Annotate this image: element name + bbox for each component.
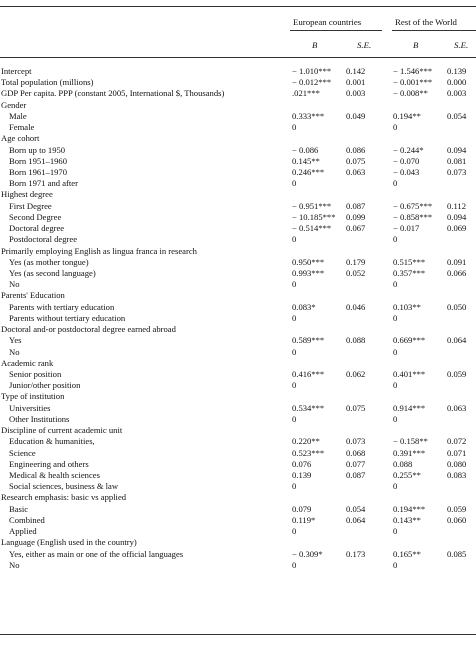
coef-european: .021*** (292, 88, 320, 99)
row-label: Other Institutions (9, 413, 70, 424)
coef-rest-of-world: 0.391*** (393, 447, 426, 458)
section-label: Highest degree (1, 189, 53, 200)
coef-rest-of-world: 0.515*** (393, 256, 426, 267)
coef-european: − 0.951*** (292, 200, 332, 211)
coef-european: − 0.309* (292, 548, 323, 559)
se-european: 0.088 (346, 335, 366, 346)
coef-rest-of-world: − 0.858*** (393, 211, 433, 222)
coef-rest-of-world: 0 (393, 481, 398, 492)
se-european: 0.073 (346, 436, 366, 447)
se-european: 0.003 (346, 88, 366, 99)
row-label: Yes (as mother tongue) (9, 256, 89, 267)
coef-rest-of-world: − 0.043 (393, 167, 420, 177)
se-rest-of-world: 0.091 (447, 256, 467, 267)
coef-european: − 0.012*** (292, 77, 332, 88)
row-label: Born 1971 and after (9, 178, 78, 189)
coef-european: 0 (292, 178, 297, 189)
coef-rest-of-world: − 0.017 (393, 223, 420, 234)
coef-european: 0.589*** (292, 335, 325, 346)
se-european: 0.075 (346, 402, 366, 413)
se-european: 0.173 (346, 548, 366, 559)
coef-rest-of-world: 0.914*** (393, 402, 426, 413)
coef-rest-of-world: − 0.244* (393, 144, 424, 155)
header-rule (0, 57, 476, 58)
coef-european: 0 (292, 346, 297, 357)
se-european: 0.179 (346, 256, 366, 267)
row-label: Doctoral degree (9, 223, 65, 234)
coef-rest-of-world: 0.165** (393, 548, 421, 559)
coef-european: 0.079 (292, 503, 312, 514)
se-rest-of-world: 0.080 (447, 458, 467, 469)
coef-rest-of-world: − 0.008** (393, 88, 428, 99)
section-label: Gender (1, 99, 27, 110)
se-rest-of-world: 0.094 (447, 211, 467, 222)
row-label: Yes (9, 335, 22, 346)
coef-european: 0.523*** (292, 447, 325, 458)
coef-rest-of-world: 0.357*** (393, 268, 426, 278)
se-european: 0.054 (346, 503, 366, 514)
coef-rest-of-world: 0 (393, 122, 398, 133)
se-rest-of-world: 0.003 (447, 88, 467, 99)
col-header-se-rest: S.E. (454, 40, 469, 50)
coef-rest-of-world: 0.401*** (393, 368, 426, 379)
row-label: Basic (9, 503, 29, 514)
se-rest-of-world: 0.085 (447, 548, 467, 559)
coef-rest-of-world: − 0.001*** (393, 77, 433, 88)
se-rest-of-world: 0.083 (447, 469, 467, 480)
coef-european: 0.145** (292, 155, 320, 166)
coef-european: 0.083* (292, 301, 316, 312)
coef-european: 0 (292, 413, 297, 424)
se-european: 0.075 (346, 155, 366, 166)
coef-european: 0.950*** (292, 256, 325, 267)
coef-european: 0.534*** (292, 402, 325, 413)
row-label: Second Degree (9, 211, 62, 222)
coef-european: 0.416*** (292, 368, 325, 379)
section-label: GDP Per capita. PPP (constant 2005, International $, Thousands) (1, 88, 225, 99)
se-rest-of-world: 0.064 (447, 335, 467, 346)
row-label: Yes (as second language) (9, 268, 96, 278)
row-label: Applied (9, 526, 37, 536)
section-label: Parents' Education (1, 290, 65, 301)
coef-european: 0 (292, 481, 297, 492)
coef-european: − 10.185*** (292, 211, 336, 222)
row-label: Junior/other position (9, 380, 81, 391)
se-european: 0.063 (346, 167, 366, 177)
group-header-rest-of-world: Rest of the World (395, 17, 457, 27)
section-label: Discipline of current academic unit (1, 425, 123, 435)
coef-rest-of-world: − 0.675*** (393, 200, 433, 211)
se-european: 0.049 (346, 110, 366, 121)
coef-european: 0.993*** (292, 268, 325, 278)
row-label: No (9, 279, 20, 290)
coef-rest-of-world: 0 (393, 413, 398, 424)
coef-european: 0 (292, 122, 297, 133)
coef-rest-of-world: 0 (393, 526, 398, 536)
row-label: Born 1951–1960 (9, 155, 68, 166)
coef-rest-of-world: 0 (393, 178, 398, 189)
row-label: Engineering and others (9, 458, 89, 469)
coef-european: − 0.514*** (292, 223, 332, 234)
row-label: Female (9, 122, 35, 133)
section-label: Research emphasis: basic vs applied (1, 492, 127, 503)
coef-european: 0 (292, 312, 297, 323)
row-label: Postdoctoral degree (9, 234, 78, 245)
coef-rest-of-world: 0 (393, 559, 398, 570)
row-label: Born 1961–1970 (9, 167, 68, 177)
se-rest-of-world: 0.072 (447, 436, 467, 447)
se-rest-of-world: 0.112 (447, 200, 467, 211)
se-european: 0.052 (346, 268, 366, 278)
se-rest-of-world: 0.054 (447, 110, 467, 121)
coef-rest-of-world: − 0.070 (393, 155, 420, 166)
coef-rest-of-world: 0.669*** (393, 335, 426, 346)
se-rest-of-world: 0.139 (447, 66, 467, 76)
row-label: Science (9, 447, 36, 458)
section-label: Academic rank (1, 357, 54, 368)
coef-european: 0 (292, 559, 297, 570)
col-header-se-european: S.E. (357, 40, 372, 50)
se-european: 0.077 (346, 458, 366, 469)
se-european: 0.068 (346, 447, 366, 458)
coef-rest-of-world: 0 (393, 312, 398, 323)
coef-european: 0.246*** (292, 167, 325, 177)
coef-rest-of-world: − 0.158** (393, 436, 428, 447)
coef-european: − 1.010*** (292, 66, 332, 76)
coef-european: 0.119* (292, 514, 316, 525)
se-european: 0.067 (346, 223, 366, 234)
se-european: 0.099 (346, 211, 366, 222)
section-label: Total population (millions) (1, 77, 94, 88)
table-top-rule (0, 6, 476, 7)
se-rest-of-world: 0.081 (447, 155, 467, 166)
coef-rest-of-world: 0 (393, 380, 398, 391)
se-rest-of-world: 0.069 (447, 223, 467, 234)
coef-rest-of-world: 0.255** (393, 469, 421, 480)
se-european: 0.087 (346, 469, 366, 480)
se-rest-of-world: 0.000 (447, 77, 467, 88)
row-label: Senior position (9, 368, 62, 379)
col-header-b-rest: B (413, 40, 419, 50)
se-rest-of-world: 0.094 (447, 144, 467, 155)
section-label: Primarily employing English as lingua franca in research (1, 245, 197, 256)
se-rest-of-world: 0.063 (447, 402, 467, 413)
coef-european: 0.139 (292, 469, 312, 480)
group-rule-european (290, 30, 382, 31)
se-rest-of-world: 0.066 (447, 268, 467, 278)
coef-rest-of-world: 0 (393, 346, 398, 357)
coef-rest-of-world: 0.143** (393, 514, 421, 525)
coef-european: 0 (292, 380, 297, 391)
row-label: Combined (9, 514, 45, 525)
se-rest-of-world: 0.050 (447, 301, 467, 312)
se-rest-of-world: 0.059 (447, 368, 467, 379)
coef-european: − 0.086 (292, 144, 319, 155)
se-rest-of-world: 0.073 (447, 167, 467, 177)
se-rest-of-world: 0.059 (447, 503, 467, 514)
coef-rest-of-world: 0 (393, 234, 398, 245)
se-rest-of-world: 0.060 (447, 514, 467, 525)
se-european: 0.046 (346, 301, 366, 312)
se-european: 0.062 (346, 368, 366, 379)
se-european: 0.142 (346, 66, 366, 76)
coef-rest-of-world: 0.194** (393, 110, 421, 121)
row-label: Yes, either as main or one of the official languages (9, 548, 184, 559)
row-label: No (9, 346, 20, 357)
row-label: Universities (9, 402, 51, 413)
row-label: Parents without tertiary education (9, 312, 126, 323)
coef-european: 0.220** (292, 436, 320, 447)
col-header-b-european: B (312, 40, 318, 50)
coef-rest-of-world: − 1.546*** (393, 66, 433, 76)
section-label: Intercept (1, 66, 32, 76)
row-label: Social sciences, business & law (9, 481, 119, 492)
row-label: Parents with tertiary education (9, 301, 115, 312)
coef-european: 0.333*** (292, 110, 325, 121)
row-label: Male (9, 110, 27, 121)
coef-european: 0.076 (292, 458, 312, 469)
row-label: Education & humanities, (9, 436, 95, 447)
se-rest-of-world: 0.071 (447, 447, 467, 458)
se-european: 0.001 (346, 77, 366, 88)
coef-rest-of-world: 0.088 (393, 458, 413, 469)
coef-rest-of-world: 0.103** (393, 301, 421, 312)
coef-european: 0 (292, 234, 297, 245)
row-label: First Degree (9, 200, 52, 211)
section-label: Age cohort (1, 133, 40, 144)
coef-rest-of-world: 0.194*** (393, 503, 426, 514)
row-label: No (9, 559, 20, 570)
section-label: Language (English used in the country) (1, 537, 137, 548)
table-bottom-rule (0, 634, 476, 635)
coef-european: 0 (292, 279, 297, 290)
group-header-european: European countries (293, 17, 362, 27)
coef-rest-of-world: 0 (393, 279, 398, 290)
se-european: 0.086 (346, 144, 366, 155)
row-label: Medical & health sciences (9, 469, 100, 480)
coef-european: 0 (292, 526, 297, 536)
row-label: Born up to 1950 (9, 144, 66, 155)
section-label: Type of institution (1, 391, 65, 402)
group-rule-rest-of-world (392, 30, 476, 31)
section-label: Doctoral and-or postdoctoral degree earned abroad (1, 324, 176, 335)
se-european: 0.087 (346, 200, 366, 211)
se-european: 0.064 (346, 514, 366, 525)
